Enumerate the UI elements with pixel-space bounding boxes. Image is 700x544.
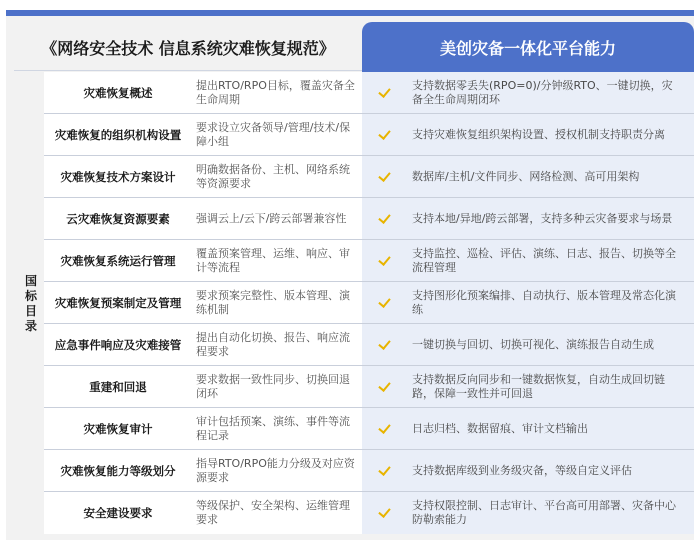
row-capability: 数据库/主机/文件同步、网络检测、高可用架构: [406, 156, 694, 197]
row-support-cell: [362, 240, 406, 281]
row-support-cell: [362, 114, 406, 155]
row-requirement: 指导RTO/RPO能力分级及对应资源要求: [192, 450, 362, 491]
table-row: [44, 156, 694, 198]
row-support-cell: [362, 156, 406, 197]
row-capability: 日志归档、数据留痕、审计文档输出: [406, 408, 694, 449]
check-icon: [378, 421, 390, 434]
table-row: [44, 198, 694, 240]
row-category: 灾难恢复技术方案设计: [44, 156, 192, 197]
row-category: 灾难恢复预案制定及管理: [44, 282, 192, 323]
table-row: [44, 450, 694, 492]
row-requirement: 要求数据一致性同步、切换回退闭环: [192, 366, 362, 407]
row-support-cell: [362, 324, 406, 365]
comparison-table: [44, 72, 694, 534]
table-row: [44, 72, 694, 114]
standard-title-header: 《网络安全技术 信息系统灾难恢复规范》: [14, 24, 362, 71]
row-requirement: 等级保护、安全架构、运维管理要求: [192, 492, 362, 534]
row-category: 灾难恢复的组织机构设置: [44, 114, 192, 155]
row-capability: 支持图形化预案编排、自动执行、版本管理及常态化演练: [406, 282, 694, 323]
table-row: [44, 114, 694, 156]
row-category: 灾难恢复审计: [44, 408, 192, 449]
row-capability: 支持灾难恢复组织架构设置、授权机制支持职责分离: [406, 114, 694, 155]
row-support-cell: [362, 198, 406, 239]
row-category: 应急事件响应及灾难接管: [44, 324, 192, 365]
row-support-cell: [362, 282, 406, 323]
table-row: [44, 408, 694, 450]
table-row: [44, 240, 694, 282]
platform-capability-header: 美创灾备一体化平台能力: [362, 22, 694, 72]
row-capability: 支持本地/异地/跨云部署，支持多种云灾备要求与场景: [406, 198, 694, 239]
row-requirement: 覆盖预案管理、运维、响应、审计等流程: [192, 240, 362, 281]
check-icon: [378, 85, 390, 98]
row-category: 灾难恢复系统运行管理: [44, 240, 192, 281]
table-row: [44, 366, 694, 408]
row-capability: 支持数据反向同步和一键数据恢复，自动生成回切链路，保障一致性并可回退: [406, 366, 694, 407]
row-requirement: 强调云上/云下/跨云部署兼容性: [192, 198, 362, 239]
table-row: [44, 324, 694, 366]
row-requirement: 提出RTO/RPO目标，覆盖灾备全生命周期: [192, 72, 362, 113]
row-capability: 支持数据零丢失(RPO=0)/分钟级RTO、一键切换，灾备全生命周期闭环: [406, 72, 694, 113]
table-row: [44, 492, 694, 534]
row-requirement: 审计包括预案、演练、事件等流程记录: [192, 408, 362, 449]
check-icon: [378, 211, 390, 224]
row-category: 灾难恢复概述: [44, 72, 192, 113]
row-support-cell: [362, 72, 406, 113]
row-category: 云灾难恢复资源要素: [44, 198, 192, 239]
row-support-cell: [362, 366, 406, 407]
check-icon: [378, 505, 390, 518]
row-capability: 一键切换与回切、切换可视化、演练报告自动生成: [406, 324, 694, 365]
check-icon: [378, 127, 390, 140]
row-requirement: 提出自动化切换、报告、响应流程要求: [192, 324, 362, 365]
side-category-label: [18, 72, 44, 536]
check-icon: [378, 337, 390, 350]
row-support-cell: [362, 492, 406, 534]
row-category: 重建和回退: [44, 366, 192, 407]
row-category: 安全建设要求: [44, 492, 192, 534]
row-capability: 支持监控、巡检、评估、演练、日志、报告、切换等全流程管理: [406, 240, 694, 281]
row-requirement: 要求设立灾备领导/管理/技术/保障小组: [192, 114, 362, 155]
row-category: 灾难恢复能力等级划分: [44, 450, 192, 491]
check-icon: [378, 379, 390, 392]
row-support-cell: [362, 450, 406, 491]
check-icon: [378, 295, 390, 308]
check-icon: [378, 463, 390, 476]
check-icon: [378, 253, 390, 266]
side-label-text: 国标目录: [24, 274, 37, 333]
row-support-cell: [362, 408, 406, 449]
table-row: [44, 282, 694, 324]
row-requirement: 要求预案完整性、版本管理、演练机制: [192, 282, 362, 323]
row-requirement: 明确数据备份、主机、网络系统等资源要求: [192, 156, 362, 197]
check-icon: [378, 169, 390, 182]
row-capability: 支持数据库级到业务级灾备，等级自定义评估: [406, 450, 694, 491]
row-capability: 支持权限控制、日志审计、平台高可用部署、灾备中心防勒索能力: [406, 492, 694, 534]
